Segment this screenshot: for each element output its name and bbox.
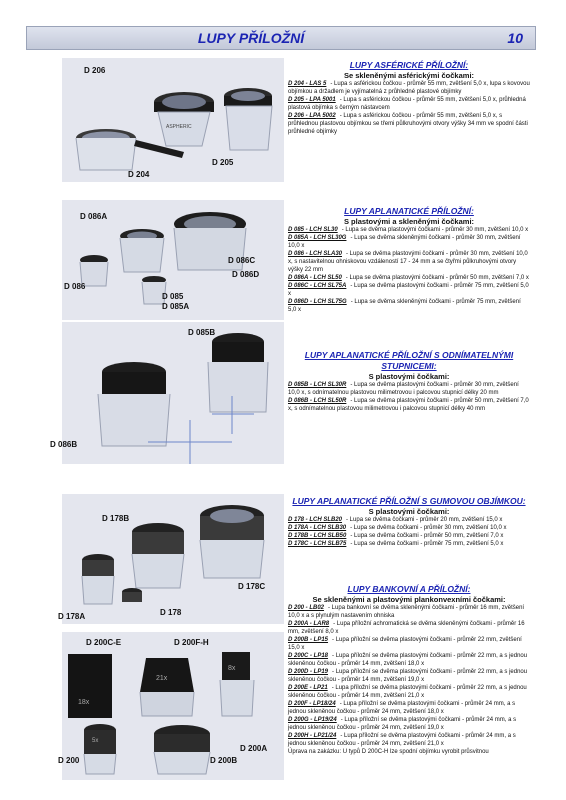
brand-print: ASPHERIC [166, 124, 192, 130]
photo-rubber-loupes [58, 494, 284, 624]
label-d206: D 206 [84, 66, 106, 75]
product-desc: - Lupa se dvěma skleněnými čočkami - průměr 75 mm, zvětšení 5,0 x [288, 299, 521, 313]
product-code: D 200E - LP21 [288, 685, 328, 691]
product-code: D 200D - LP19 [288, 669, 329, 675]
custom-order-note: Úprava na zakázku: U typů D 200C-H lze spodní objímku vyrobit průsvitnou [288, 749, 489, 755]
product-desc: - Lupa se dvěma čočkami - průměr 20 mm, zvětšení 15,0 x [346, 517, 503, 523]
product-code: D 178B - LCH SLB50 [288, 533, 347, 539]
product-desc: - Lupa se dvěma plastovými čočkami - průměr 30 mm, zvětšení 10,0 x, s nastavitelnou ohniskovou vzdáleností 17 - 24 mm a se čtyřmi půlkruhovými otvory výšky 22 mm [288, 251, 528, 273]
product-desc: - Lupa se dvěma čočkami - průměr 50 mm, zvětšení 7,0 x [350, 533, 504, 539]
label-d085a: D 085A [162, 302, 190, 311]
product-desc: - Lupa příložní se dvěma plastovými čočkami - průměr 22 mm, a s jednou skleněnou čočkou - průměr 14 mm, zvětšení 19,0 x [288, 669, 528, 683]
product-desc: - Lupa příložní se dvěma plastovými čočkami - průměr 24 mm, a s jednou skleněnou čočkou - průměr 24 mm, zvětšení 19,0 x [288, 717, 517, 731]
section-rubber [288, 496, 530, 548]
product-code: D 178C - LCH SLB75 [288, 541, 347, 547]
product-item [288, 668, 530, 684]
photo-scale-loupes [50, 322, 284, 464]
section-title: LUPY BANKOVNÍ A PŘÍLOŽNÍ: [347, 584, 471, 594]
mag-print-d: 5x [92, 738, 99, 744]
label-d086b: D 086B [50, 440, 78, 449]
section-subtitle: S plastovými čočkami: [368, 507, 450, 516]
product-desc: - Lupa se dvěma skleněnými čočkami - průměr 30 mm, zvětšení 10,0 x [288, 235, 521, 249]
product-item [288, 524, 530, 532]
label-d200a: D 200A [240, 744, 268, 753]
product-desc: - Lupa příložní se dvěma plastovými čočkami - průměr 22 mm, zvětšení 15,0 x [288, 637, 522, 651]
label-d200b: D 200B [210, 756, 238, 765]
product-item [288, 397, 530, 413]
product-code: D 086 - LCH SLA30 [288, 251, 343, 257]
section-subtitle: S plastovými čočkami: [368, 372, 450, 381]
label-d200f-h: D 200F-H [174, 638, 209, 647]
product-item [288, 96, 530, 112]
product-desc: - Lupa se dvěma čočkami - průměr 75 mm, zvětšení 5,0 x [350, 541, 504, 547]
product-item [288, 298, 530, 314]
label-d178: D 178 [160, 608, 182, 617]
product-desc: - Lupa příložní se dvěma plastovými čočkami - průměr 24 mm, a s jednou skleněnou čočkou - průměr 24 mm, zvětšení 21,0 x [288, 733, 516, 747]
product-desc: - Lupa se dvěma plastovými čočkami - průměr 30 mm, zvětšení 10,0 x [341, 227, 529, 233]
section-aspheric [288, 60, 530, 136]
product-item [288, 250, 530, 274]
photo-aspheric-loupes [62, 58, 284, 182]
label-d200: D 200 [58, 756, 80, 765]
product-item [288, 700, 530, 716]
product-code: D 200C - LP18 [288, 653, 329, 659]
product-item [288, 716, 530, 732]
product-item [288, 80, 530, 96]
section-bank [288, 584, 530, 756]
product-code: D 086B - LCH SL50R [288, 398, 347, 404]
product-code: D 178 - LCH SLB20 [288, 517, 343, 523]
product-item [288, 112, 530, 136]
product-desc: - Lupa příložní se dvěma plastovými čočkami - průměr 24 mm, a s jednou skleněnou čočkou - průměr 24 mm, zvětšení 18,0 x [288, 701, 516, 715]
section-aplanatic [288, 206, 530, 314]
product-item [288, 684, 530, 700]
product-item [288, 652, 530, 668]
section-subtitle: Se skleněnými a plastovými plankonvexními čočkami: [312, 595, 506, 604]
product-code: D 200F - LP18/24 [288, 701, 336, 707]
section-subtitle: S plastovými a skleněnými čočkami: [343, 217, 475, 226]
product-code: D 085A - LCH SL30G [288, 235, 347, 241]
product-desc: - Lupa s asférickou čočkou - průměr 55 mm, zvětšení 5,0 x, průhledná plastová objímka s černým nástavcem [288, 97, 526, 111]
label-d205: D 205 [212, 158, 234, 167]
product-item [288, 604, 530, 620]
product-desc: - Lupa se dvěma čočkami - průměr 30 mm, zvětšení 10,0 x [350, 525, 507, 531]
product-code: D 200A - LAR8 [288, 621, 330, 627]
product-code: D 204 - LAS 5 [288, 81, 327, 87]
product-desc: - Lupa bankovní se dvěma skleněnými čočkami - průměr 16 mm, zvětšení 10,0 x a s plynulým nastavením ohniska [288, 605, 525, 619]
product-desc: - Lupa se dvěma plastovými čočkami - průměr 50 mm, zvětšení 7,0 x, s odnímatelnou plastovou milimetrovou i palcovou stupnicí délky 40 mm [288, 398, 529, 412]
product-desc: - Lupa se dvěma plastovými čočkami - průměr 75 mm, zvětšení 5,0 x [288, 283, 529, 297]
product-item [288, 620, 530, 636]
product-item [288, 282, 530, 298]
label-d178c: D 178C [238, 582, 266, 591]
product-code: D 200G - LP19/24 [288, 717, 337, 723]
product-code: D 200H - LP21/24 [288, 733, 337, 739]
product-item [288, 732, 530, 748]
product-desc: - Lupa příložní achromatická se dvěma skleněnými čočkami - průměr 16 mm, zvětšení 8,0 x [288, 621, 525, 635]
product-code: D 086A - LCH SL50 [288, 275, 342, 281]
label-d086c: D 086C [228, 256, 256, 265]
mag-print-c: 8x [228, 665, 236, 672]
product-code: D 085B - LCH SL30R [288, 382, 347, 388]
product-desc: - Lupa s asférickou čočkou - průměr 55 mm, zvětšení 5,0 x, lupa s kovovou objímkou a držadlem je vyjímatelná z průhledné plastové objímky [288, 81, 530, 95]
product-item [288, 234, 530, 250]
product-desc: - Lupa příložní se dvěma plastovými čočkami - průměr 22 mm, a s jednou skleněnou čočkou - průměr 14 mm, zvětšení 21,0 x [288, 685, 527, 699]
page-number: 10 [507, 30, 523, 46]
section-title: LUPY APLANATICKÉ PŘÍLOŽNÍ S GUMOVOU OBJÍMKOU: [292, 496, 526, 506]
product-desc: - Lupa s asférickou čočkou - průměr 55 mm, zvětšení 5,0 x, s průhlednou plastovou objímkou se třemi půlkruhovými otvory výšky 34 mm ve spodní části průhledné objímky [288, 113, 528, 135]
product-desc: - Lupa se dvěma plastovými čočkami - průměr 50 mm, zvětšení 7,0 x [345, 275, 529, 281]
product-item [288, 381, 530, 397]
product-desc: - Lupa příložní se dvěma plastovými čočkami - průměr 22 mm, a s jednou skleněnou čočkou - průměr 14 mm, zvětšení 18,0 x [288, 653, 528, 667]
product-code: D 205 - LPA 5001 [288, 97, 336, 103]
product-code: D 178A - LCH SLB30 [288, 525, 347, 531]
label-d085: D 085 [162, 292, 184, 301]
section-subtitle: Se skleněnými asférickými čočkami: [343, 71, 475, 80]
product-item [288, 532, 530, 540]
product-code: D 200 - LB02 [288, 605, 325, 611]
mag-print-b: 21x [156, 675, 168, 682]
photo-bank-loupes [58, 632, 284, 780]
bank-loupes-illustration [62, 632, 284, 780]
label-d178b: D 178B [102, 514, 130, 523]
product-desc: - Lupa se dvěma plastovými čočkami - průměr 30 mm, zvětšení 10,0 x, s odnímatelnou plastovou milimetrovou i palcovou stupnicí délky 20 mm [288, 382, 519, 396]
section-title: LUPY APLANATICKÉ PŘÍLOŽNÍ S ODNÍMATELNÝMI STUPNICEMI: [304, 350, 514, 371]
section-title: LUPY APLANATICKÉ PŘÍLOŽNÍ: [344, 206, 474, 216]
photo-aplanatic-loupes [62, 200, 284, 320]
product-code: D 086D - LCH SL75G [288, 299, 347, 305]
product-item [288, 540, 530, 548]
product-code: D 085 - LCH SL30 [288, 227, 338, 233]
page-header [26, 26, 536, 50]
product-item [288, 274, 530, 282]
section-scale [288, 350, 530, 413]
label-d086d: D 086D [232, 270, 260, 279]
label-d178a: D 178A [58, 612, 86, 621]
product-code: D 206 - LPA 5002 [288, 113, 336, 119]
product-item [288, 226, 530, 234]
label-d200c-e: D 200C-E [86, 638, 122, 647]
scale-loupes-illustration [62, 322, 284, 464]
page-title: LUPY PŘÍLOŽNÍ [197, 30, 305, 46]
section-title: LUPY ASFÉRICKÉ PŘÍLOŽNÍ: [349, 60, 469, 70]
label-d085b: D 085B [188, 328, 216, 337]
label-d086: D 086 [64, 282, 86, 291]
label-d086a: D 086A [80, 212, 108, 221]
product-item [288, 636, 530, 652]
label-d204: D 204 [128, 170, 150, 179]
product-code: D 200B - LP15 [288, 637, 329, 643]
rubber-loupes-illustration [62, 494, 284, 624]
product-code: D 086C - LCH SL75A [288, 283, 347, 289]
product-item [288, 516, 530, 524]
aspheric-loupes-illustration [62, 58, 284, 182]
mag-print-a: 18x [78, 699, 90, 706]
